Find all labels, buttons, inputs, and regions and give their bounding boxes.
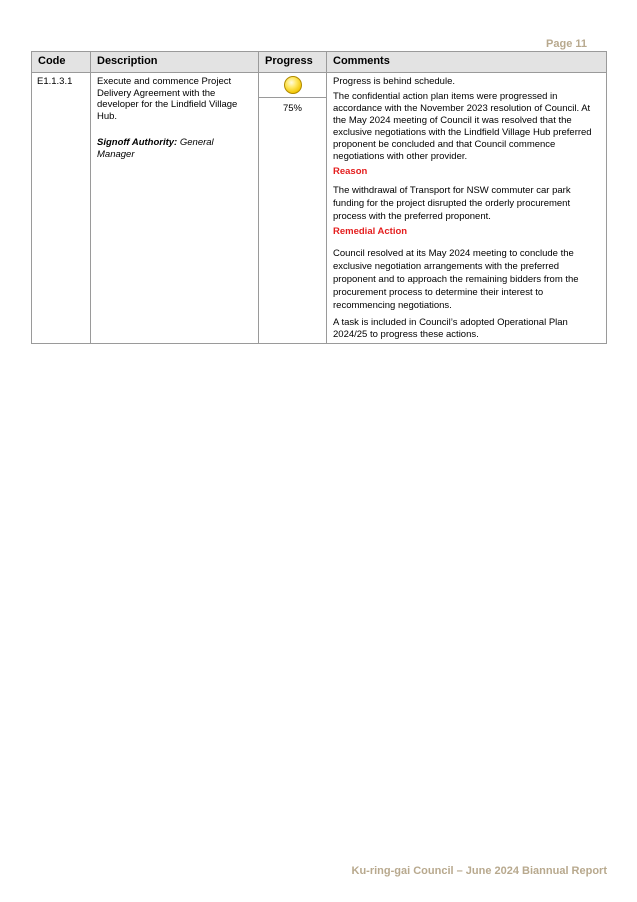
comments-cell (327, 73, 607, 344)
reason-heading: Reason (333, 166, 368, 177)
signoff-authority (97, 137, 252, 160)
signoff-label: Signoff Authority: (97, 137, 178, 148)
report-footer: Ku-ring-gai Council – June 2024 Biannual Report (351, 865, 607, 877)
description-cell (91, 73, 259, 344)
comment-body: The confidential action plan items were progressed in accordance with the November 2023 resolution of Council. At the May 2024 meeting of Council it was resolved that the exclusive negotiations with the Lindfield Village Hub preferred proponent be concluded and that Council commence negotiations with other provider. (333, 91, 592, 162)
yellow-status-icon (284, 76, 302, 94)
remedial-action-text: Council resolved at its May 2024 meeting to conclude the exclusive negotiation arrangements with the preferred proponent and to approach the remaining bidders from the procurement process to determine their interest to recommencing negotiations. (333, 248, 579, 311)
description-header: Description (91, 52, 259, 73)
progress-percent: 75% (282, 103, 302, 114)
remedial-action-heading: Remedial Action (333, 226, 408, 237)
task-note-text: A task is included in Council’s adopted Operational Plan 2024/25 to progress these actions. (333, 317, 568, 340)
reason-text: The withdrawal of Transport for NSW commuter car park funding for the project disrupted the orderly procurement process with the preferred proponent. (333, 185, 571, 222)
table-row (32, 73, 607, 344)
code-cell: E1.1.3.1 (32, 73, 91, 344)
code-header: Code (32, 52, 91, 73)
description-text: Execute and commence Project Delivery Agreement with the developer for the Lindfield Village Hub. (97, 76, 238, 122)
comment-intro: Progress is behind schedule. (333, 76, 455, 87)
signoff-value: General Manager (97, 137, 214, 160)
table-header-row (32, 52, 607, 73)
progress-cell (259, 73, 327, 344)
comments-header: Comments (327, 52, 607, 73)
progress-header: Progress (259, 52, 327, 73)
page-number: Page 11 (546, 38, 587, 50)
progress-report-table (31, 51, 607, 344)
progress-status-row (259, 73, 326, 98)
